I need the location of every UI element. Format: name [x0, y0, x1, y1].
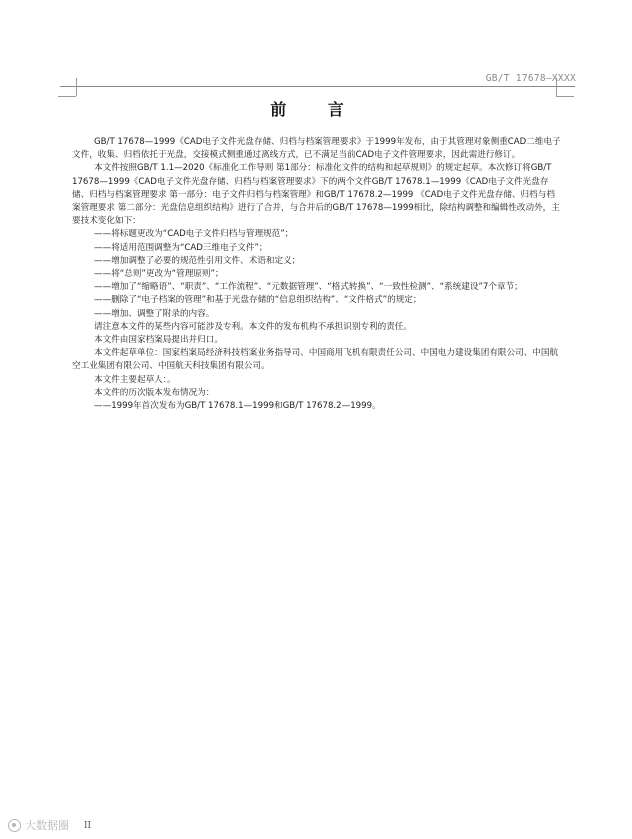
paragraph: 本文件由国家档案局提出并归口。 — [94, 335, 223, 346]
paragraph: 本文件按照GB/T 1.1—2020《标准化工作导则 第1部分：标准化文件的结构和起草规则》的规定起草。本次修订将GB/T 17678—1999《CAD电子文件光盘存储、归档与档案管理要求》下的两个文件GB/T 17678.1—1999《CAD电子文件光盘存储、归档与档案管理要求 第一部分：电子文件归档与档案管理》和GB/T 17678.2—1999 《CAD电子文件光盘存储、归档与档案管理要求 第二部分：光盘信息组织结构》进行了合并，与合并后的GB/T 17678—1999相比，除结构调整和编辑性改动外，主要技术变化如下： — [72, 163, 560, 227]
list-item: ——将标题更改为“CAD电子文件归档与管理规范”； — [94, 229, 294, 240]
list-item: ——增加调整了必要的规范性引用文件、术语和定义； — [94, 255, 301, 266]
paragraph: 本文件起草单位：国家档案局经济科技档案业务指导司、中国商用飞机有限责任公司、中国电力建设集团有限公司、中国航空工业集团有限公司、中国航天科技集团有限公司。 — [72, 348, 559, 372]
paragraph: GB/T 17678—1999《CAD电子文件光盘存储、归档与档案管理要求》于1999年发布，由于其管理对象侧重CAD二维电子文件，收集、归档依托于光盘，交接模式侧重通过离线方式，已不满足当前CAD电子文件管理要求，因此需进行修订。 — [72, 137, 561, 161]
page-number: II — [84, 821, 92, 831]
page-title: 前 言 — [270, 100, 362, 119]
watermark-logo — [8, 817, 69, 833]
list-item: ——将适用范围调整为“CAD三维电子文件”； — [94, 242, 268, 253]
paragraph: 本文件的历次版本发布情况为： — [94, 387, 215, 398]
list-item: ——增加、调整了附录的内容。 — [94, 308, 215, 319]
watermark-text: 大数据圈 — [25, 819, 69, 832]
list-item: ——1999年首次发布为GB/T 17678.1—1999和GB/T 17678.2—1999。 — [94, 401, 381, 412]
list-item: ——增加了“缩略语”、“职责”、“工作流程”、“元数据管理”、“格式转换”、“一致性检测”、“系统建设”7个章节； — [94, 282, 523, 293]
paragraph: 请注意本文件的某些内容可能涉及专利。本文件的发布机构不承担识别专利的责任。 — [94, 321, 412, 332]
body-text — [72, 136, 562, 413]
crop-mark — [76, 78, 77, 96]
standard-code: GB/T 17678—XXXX — [485, 73, 576, 84]
header-rule — [60, 86, 575, 87]
watermark-icon — [8, 819, 21, 832]
paragraph: 本文件主要起草人：。 — [94, 374, 176, 385]
list-item: ——将“总则”更改为“管理原则”； — [94, 269, 224, 280]
list-item: ——删除了“电子档案的管理”和基于光盘存储的“信息组织结构”、“文件格式”的规定； — [94, 295, 422, 306]
